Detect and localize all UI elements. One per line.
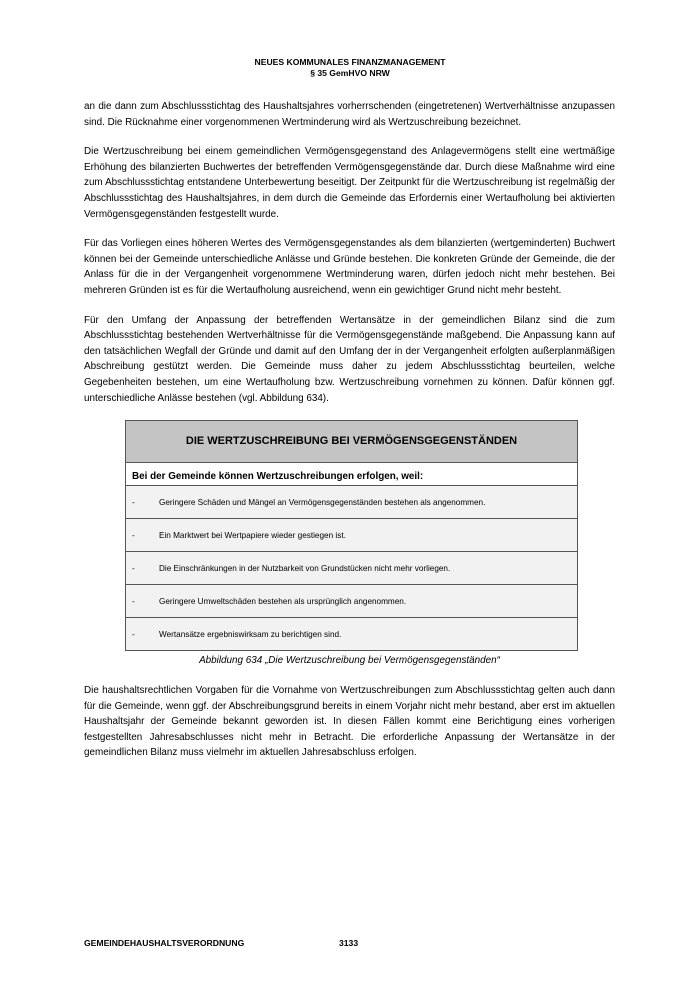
dash-bullet: - (132, 629, 135, 639)
list-item-text: Geringere Umweltschäden bestehen als ursprünglich angenommen. (159, 596, 407, 606)
figure-caption: Abbildung 634 „Die Wertzuschreibung bei Vermögensgegenständen“ (199, 655, 500, 667)
paragraph: an die dann zum Abschlussstichtag des Haushaltsjahres vorherrschenden (eingetretenen) Wertverhältnisse anzupassen sind. Die Rücknahme einer vorgenommenen Wertminderung wird als Wertzuschreibung bezeichnet. (84, 101, 615, 128)
header-section: § 35 GemHVO NRW (310, 67, 390, 78)
dash-bullet: - (132, 497, 135, 507)
list-item (126, 618, 577, 651)
page-header (0, 57, 700, 78)
figure-subtitle: Bei der Gemeinde können Wertzuschreibungen erfolgen, weil: (126, 463, 577, 486)
figure-table (125, 420, 578, 651)
paragraph: Die haushaltsrechtlichen Vorgaben für die Vornahme von Wertzuschreibungen zum Abschlussstichtag gelten auch dann für die Gemeinde, wenn ggf. der Abschreibungsgrund bereits in einem Vorjahr nicht mehr bestand, aber erst im aktuellen Haushaltsjahr der Gemeinde bekannt geworden ist. In diesen Fällen kommt eine Berichtigung eines vorherigen festgestellten Jahresabschlusses nicht mehr in Betracht. Die erforderliche Anpassung der Wertansätze in der gemeindlichen Bilanz muss vielmehr im aktuellen Jahresabschluss erfolgen. (84, 685, 615, 759)
page-content (84, 99, 615, 775)
dash-bullet: - (132, 596, 135, 606)
list-item (126, 585, 577, 618)
paragraph: Die Wertzuschreibung bei einem gemeindlichen Vermögensgegenstand des Anlagevermögens stellt eine wertmäßige Erhöhung des bilanzierten Buchwertes der betreffenden Vermögensgegenstände dar. Durch diese Maßnahme wird eine zum Abschlussstichtag entstandene Unterbewertung beseitigt. Der Zeitpunkt für die Wertzuschreibung ist regelmäßig der Abschlussstichtag des Haushaltsjahres, in dem durch die Gemeinde das Erfordernis einer Wertaufholung bei aktivierten Vermögensgegenständen festgestellt wurde. (84, 146, 615, 220)
list-item (126, 519, 577, 552)
paragraph: Für den Umfang der Anpassung der betreffenden Wertansätze in der gemeindlichen Bilanz sind die zum Abschlussstichtag bestehenden Wertverhältnisse für die Vermögensgegenstände maßgebend. Die Anpassung kann auf den tatsächlichen Wegfall der Gründe und damit auf den Umfang der in der Vergangenheit erfolgten außerplanmäßigen Abschreibung gestützt werden. Die Gemeinde muss daher zu jedem Abschlussstichtag beurteilen, welche Gegebenheiten bestehen, um eine Wertaufholung bzw. Wertzuschreibung vornehmen zu können. Dafür können ggf. unterschiedliche Anlässe bestehen (vgl. Abbildung 634). (84, 314, 615, 404)
list-item (126, 552, 577, 585)
paragraph: Für das Vorliegen eines höheren Wertes des Vermögensgegenstandes als dem bilanzierten (wertgeminderten) Buchwert können bei der Gemeinde unterschiedliche Anlässe und Gründe bestehen. Die konkreten Gründe der Gemeinde, die der Anlass für die in der Vergangenheit vorgenommene Wertminderung waren, dürfen jedoch nicht mehr bestehen. Bei mehreren Gründen ist es für die Wertaufholung ausreichend, wenn ein gewichtiger Grund nicht mehr besteht. (84, 238, 615, 296)
list-item (126, 486, 577, 519)
dash-bullet: - (132, 530, 135, 540)
list-item-text: Die Einschränkungen in der Nutzbarkeit von Grundstücken nicht mehr vorliegen. (159, 563, 451, 573)
dash-bullet: - (132, 563, 135, 573)
figure-title: DIE WERTZUSCHREIBUNG BEI VERMÖGENSGEGENSTÄNDEN (126, 421, 577, 463)
footer-label: GEMEINDEHAUSHALTSVERORDNUNG (84, 938, 245, 948)
list-item-text: Ein Marktwert bei Wertpapiere wieder gestiegen ist. (159, 530, 346, 540)
page-number: 3133 (339, 938, 359, 948)
page-footer (84, 938, 359, 948)
list-item-text: Geringere Schäden und Mängel an Vermögensgegenständen bestehen als angenommen. (159, 497, 486, 507)
list-item-text: Wertansätze ergebniswirksam zu berichtigen sind. (159, 629, 342, 639)
header-title: NEUES KOMMUNALES FINANZMANAGEMENT (254, 57, 446, 67)
